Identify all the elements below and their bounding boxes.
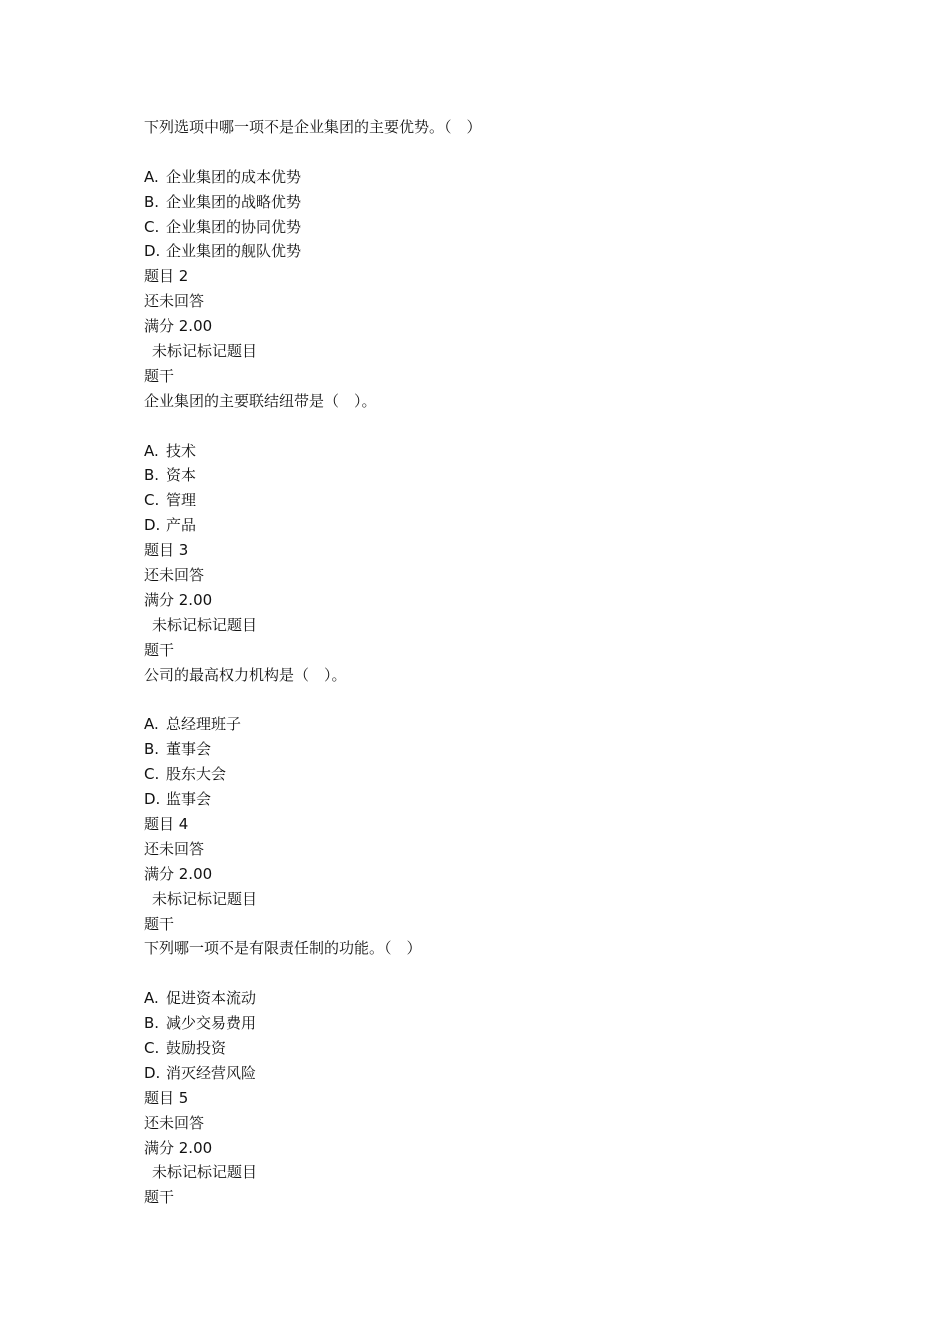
option-letter: A. — [144, 167, 159, 186]
option-text: 企业集团的战略优势 — [166, 192, 302, 211]
flag-question-link[interactable]: 未标记标记题目 — [152, 615, 258, 634]
option-b — [144, 190, 844, 215]
option-a — [144, 712, 844, 737]
question-score: 满分 2.00 — [144, 590, 213, 609]
option-text: 企业集团的舰队优势 — [166, 242, 302, 261]
option-letter: C. — [144, 765, 160, 784]
option-a — [144, 439, 844, 464]
question-score: 满分 2.00 — [144, 1138, 213, 1157]
option-d — [144, 1061, 844, 1086]
option-text: 促进资本流动 — [166, 989, 257, 1008]
spacer — [144, 961, 844, 986]
option-text: 管理 — [166, 491, 197, 510]
question-stem: 下列选项中哪一项不是企业集团的主要优势。（ ） — [144, 118, 482, 136]
option-text: 资本 — [166, 466, 197, 485]
question-score: 满分 2.00 — [144, 864, 213, 883]
option-c — [144, 762, 844, 787]
stem-label: 题干 — [144, 366, 175, 385]
option-text: 企业集团的协同优势 — [166, 217, 302, 236]
flag-question-link[interactable]: 未标记标记题目 — [152, 342, 258, 361]
option-c — [144, 1036, 844, 1061]
option-b — [144, 737, 844, 762]
flag-question-link[interactable]: 未标记标记题目 — [152, 889, 258, 908]
question-status: 还未回答 — [144, 839, 205, 858]
option-d — [144, 787, 844, 812]
option-text: 企业集团的成本优势 — [166, 167, 302, 186]
option-d — [144, 513, 844, 538]
spacer — [144, 687, 844, 712]
option-letter: A. — [144, 441, 159, 460]
question-status: 还未回答 — [144, 292, 205, 311]
option-a — [144, 986, 844, 1011]
option-b — [144, 1011, 844, 1036]
option-letter: C. — [144, 217, 160, 236]
spacer — [144, 140, 844, 165]
option-text: 减少交易费用 — [166, 1014, 257, 1033]
option-letter: B. — [144, 740, 160, 759]
option-text: 鼓励投资 — [166, 1038, 227, 1057]
option-c — [144, 488, 844, 513]
question-title: 题目 5 — [144, 1088, 189, 1107]
question-title: 题目 2 — [144, 267, 189, 286]
option-text: 监事会 — [166, 790, 212, 809]
option-letter: A. — [144, 715, 159, 734]
option-letter: B. — [144, 192, 160, 211]
option-letter: D. — [144, 790, 161, 809]
stem-label: 题干 — [144, 1188, 175, 1207]
flag-question-link[interactable]: 未标记标记题目 — [152, 1163, 258, 1182]
document-page — [144, 115, 844, 1210]
question-stem: 下列哪一项不是有限责任制的功能。（ ） — [144, 939, 422, 958]
option-letter: C. — [144, 491, 160, 510]
option-a — [144, 165, 844, 190]
option-text: 产品 — [166, 516, 197, 535]
question-stem: 企业集团的主要联结纽带是（ ）。 — [144, 391, 377, 410]
option-text: 股东大会 — [166, 765, 227, 784]
option-text: 技术 — [166, 441, 197, 460]
option-text: 总经理班子 — [166, 715, 242, 734]
option-text: 消灭经营风险 — [166, 1063, 257, 1082]
stem-label: 题干 — [144, 914, 175, 933]
question-stem: 公司的最高权力机构是（ ）。 — [144, 665, 347, 684]
option-c — [144, 215, 844, 240]
option-letter: B. — [144, 466, 160, 485]
question-score: 满分 2.00 — [144, 317, 213, 336]
option-letter: C. — [144, 1038, 160, 1057]
option-b — [144, 463, 844, 488]
option-letter: D. — [144, 516, 161, 535]
option-letter: D. — [144, 1063, 161, 1082]
question-status: 还未回答 — [144, 566, 205, 585]
option-d — [144, 239, 844, 264]
spacer — [144, 414, 844, 439]
option-text: 董事会 — [166, 740, 212, 759]
question-title: 题目 3 — [144, 541, 189, 560]
stem-label: 题干 — [144, 640, 175, 659]
option-letter: D. — [144, 242, 161, 261]
option-letter: A. — [144, 989, 159, 1008]
question-status: 还未回答 — [144, 1113, 205, 1132]
option-letter: B. — [144, 1014, 160, 1033]
question-title: 题目 4 — [144, 814, 189, 833]
